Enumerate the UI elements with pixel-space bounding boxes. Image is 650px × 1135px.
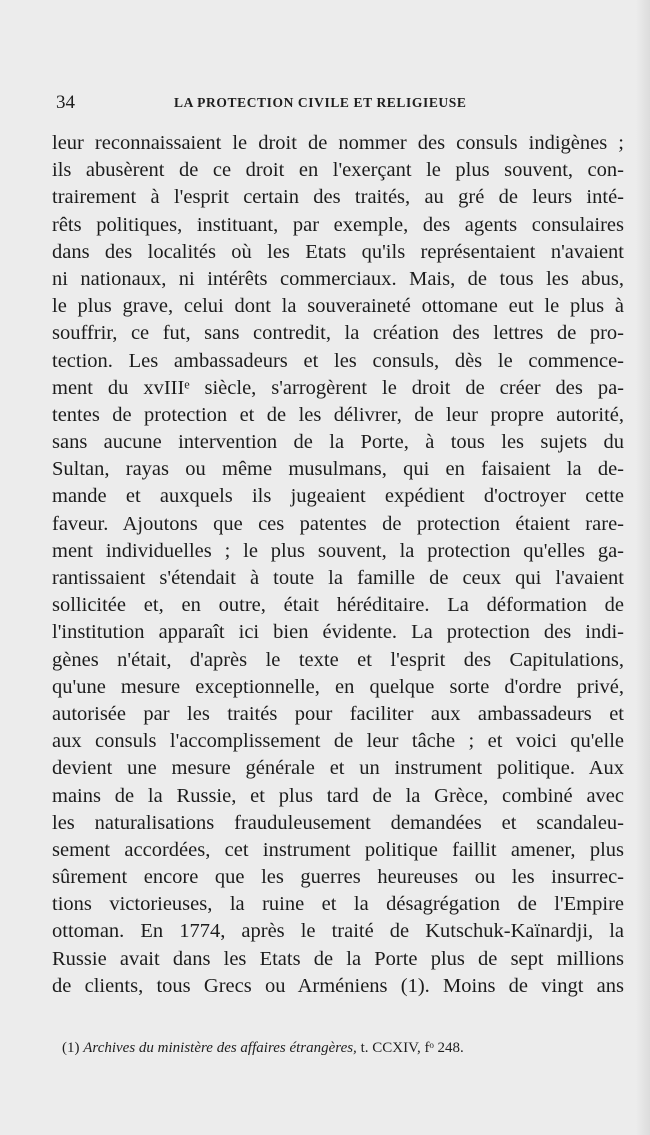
- text-line: leur reconnaissaient le droit de nommer des consuls indigènes ;: [52, 132, 624, 154]
- text-line: aux consuls l'accomplissement de leur tâche ; et voici qu'elle: [52, 730, 624, 753]
- text-line: faveur. Ajoutons que ces patentes de protection étaient rare-: [52, 512, 624, 535]
- page-number: 34: [56, 92, 75, 113]
- text-line: devient une mesure générale et un instrument politique. Aux: [52, 757, 624, 780]
- text-line: l'institution apparaît ici bien évidente. La protection des indi-: [52, 621, 624, 644]
- text-line: le plus grave, celui dont la souveraineté ottomane eut le plus à: [52, 295, 624, 318]
- text-line: sement accordées, cet instrument politique faillit amener, plus: [52, 838, 624, 861]
- text-line: les naturalisations frauduleusement demandées et scandaleu-: [52, 811, 624, 834]
- footnote: [62, 1040, 602, 1057]
- text-line: autorisée par les traités pour faciliter aux ambassadeurs et: [52, 702, 624, 725]
- page-edge-shadow: [636, 0, 650, 1135]
- text-line: dans des localités où les Etats qu'ils représentaient n'avaient: [52, 240, 624, 263]
- text-line: rêts politiques, instituant, par exemple, des agents consulaires: [52, 213, 624, 236]
- text-line: mande et auxquels ils jugeaient expédient d'octroyer cette: [52, 485, 624, 508]
- text-line: sûrement encore que les guerres heureuses ou les insurrec-: [52, 866, 624, 889]
- text-line: tection. Les ambassadeurs et les consuls, dès le commence-: [52, 349, 624, 372]
- text-line: ils abusèrent de ce droit en l'exerçant le plus souvent, con-: [52, 159, 624, 182]
- text-line: ment du xvIIIᵉ siècle, s'arrogèrent le droit de créer des pa-: [52, 376, 624, 399]
- text-line: Sultan, rayas ou même musulmans, qui en faisaient la de-: [52, 458, 624, 481]
- text-line: ment individuelles ; le plus souvent, la protection qu'elles ga-: [52, 539, 624, 562]
- text-line: Russie avait dans les Etats de la Porte plus de sept millions: [52, 947, 624, 970]
- footnote-reference: t. CCXIV, fᵒ 248.: [360, 1040, 464, 1056]
- footnote-text: Archives du ministère des affaires étrangères,: [83, 1040, 357, 1056]
- text-line: sans aucune intervention de la Porte, à tous les sujets du: [52, 431, 624, 454]
- text-line: ni nationaux, ni intérêts commerciaux. Mais, de tous les abus,: [52, 267, 624, 290]
- text-line: tions victorieuses, la ruine et la désagrégation de l'Empire: [52, 893, 624, 916]
- text-line: trairement à l'esprit certain des traités, au gré de leurs inté-: [52, 186, 624, 209]
- text-line: souffrir, ce fut, sans contredit, la création des lettres de pro-: [52, 322, 624, 345]
- text-line: mains de la Russie, et plus tard de la Grèce, combiné avec: [52, 784, 624, 807]
- text-line: ottoman. En 1774, après le traité de Kutschuk-Kaïnardji, la: [52, 920, 624, 943]
- text-line: qu'une mesure exceptionnelle, en quelque sorte d'ordre privé,: [52, 675, 624, 698]
- text-line: sollicitée et, en outre, était héréditaire. La déformation de: [52, 594, 624, 617]
- text-line: gènes n'était, d'après le texte et l'esprit des Capitulations,: [52, 648, 624, 671]
- text-line: de clients, tous Grecs ou Arméniens (1). Moins de vingt ans: [52, 974, 624, 997]
- footnote-marker: (1): [62, 1040, 80, 1056]
- text-line: rantissaient s'étendait à toute la famille de ceux qui l'avaient: [52, 567, 624, 589]
- running-title: LA PROTECTION CIVILE ET RELIGIEUSE: [174, 95, 467, 110]
- page-header: [56, 92, 626, 116]
- body-text: [52, 130, 624, 1000]
- text-line: tentes de protection et de les délivrer, de leur propre autorité,: [52, 403, 624, 426]
